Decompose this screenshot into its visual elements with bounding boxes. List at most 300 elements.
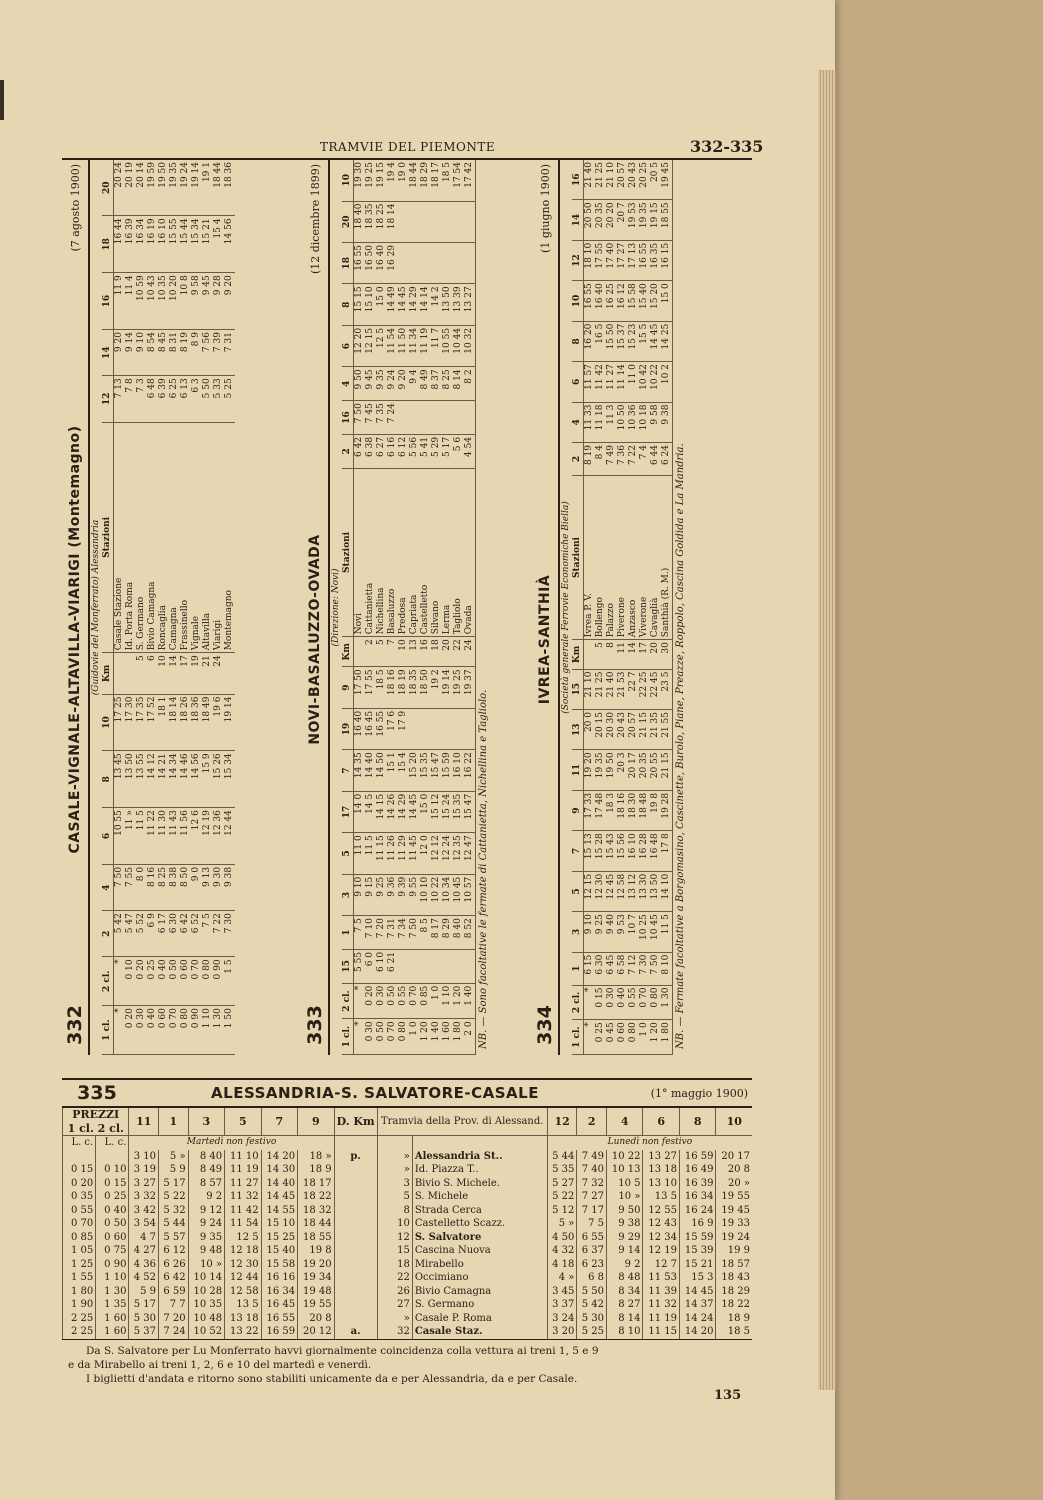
rotated-timetables [62, 160, 752, 1055]
time-cell: 10 5 [606, 1177, 643, 1191]
time-cell: 5 » [159, 1150, 189, 1164]
time-cell: 16 55 [261, 1312, 298, 1326]
price-cell: 1 05 [63, 1244, 96, 1258]
station-name: Novi [354, 468, 366, 637]
time-cell: 18 44 [409, 160, 420, 201]
time-cell: 8 34 [606, 1285, 643, 1299]
time-cell: 10 » [188, 1258, 225, 1272]
time-cell: 7 [387, 637, 398, 667]
time-cell: 8 5 [420, 916, 431, 950]
price-cell: 0 85 [63, 1231, 96, 1245]
time-cell: 12 35 [453, 833, 464, 874]
time-cell: 10 13 [606, 1163, 643, 1177]
timetable-row [114, 160, 126, 1055]
page-number: 135 [714, 1388, 742, 1403]
time-cell: 0 60 [158, 1006, 169, 1055]
time-cell: 15 21 [679, 1258, 716, 1272]
station-name: Casale Stazione [114, 422, 126, 653]
time-cell: 12 30 [595, 871, 606, 911]
time-cell: 18 35 [409, 667, 420, 708]
time-cell: 17 40 [606, 240, 617, 280]
time-cell: 1 10 [202, 1006, 213, 1055]
column-header: 3 [342, 874, 354, 915]
time-cell: 17 50 [354, 667, 366, 708]
time-cell: 9 10 [354, 874, 366, 915]
time-cell: 8 31 [169, 330, 180, 376]
section-date: (7 agosto 1900) [68, 164, 82, 252]
time-cell: 8 14 [606, 1312, 643, 1326]
time-cell: 4 32 [547, 1244, 577, 1258]
column-header: 4 [342, 367, 354, 401]
time-cell: * [114, 957, 126, 1006]
time-cell: 9 0 [191, 864, 202, 910]
time-cell: 5 33 [213, 376, 224, 422]
time-cell: 10 [398, 637, 409, 667]
time-cell: 12 30 [225, 1258, 262, 1272]
blank [334, 1136, 377, 1150]
time-cell: 9 2 [606, 1258, 643, 1272]
time-cell: 3 37 [547, 1298, 577, 1312]
column-header: 18 [102, 216, 114, 273]
time-cell: 16 45 [365, 708, 376, 749]
time-cell: 20 7 [617, 200, 628, 240]
price-cell: 0 35 [63, 1190, 96, 1204]
time-cell: 19 4 [387, 160, 398, 201]
time-cell: 13 12 [628, 871, 639, 911]
time-cell: * [354, 983, 366, 1019]
time-cell: 17 48 [595, 790, 606, 830]
dir-tag [334, 1204, 377, 1218]
section-number: 332 [64, 1005, 86, 1045]
time-cell: 9 38 [224, 864, 235, 910]
time-cell: 3 10 [129, 1150, 159, 1164]
column-header: 10 [102, 694, 114, 751]
timetable-row [376, 160, 387, 1055]
time-cell: 5 47 [125, 911, 136, 957]
operator-label: (Guidovie del Monferrato) Alessandria [91, 519, 101, 696]
column-header: 10 [342, 160, 354, 201]
time-cell: 19 35 [639, 200, 650, 240]
time-cell: 0 50 [169, 957, 180, 1006]
time-cell: 19 35 [595, 750, 606, 790]
time-cell: 9 25 [595, 912, 606, 952]
station-name: Piverone [617, 475, 628, 639]
time-cell: 20 [442, 637, 453, 667]
time-cell: 12 15 [584, 871, 596, 911]
time-cell: 18 26 [180, 694, 191, 751]
time-cell: 20 35 [639, 750, 650, 790]
station-name: Montemagno [224, 422, 235, 653]
time-cell: 14 40 [365, 750, 376, 791]
time-cell: 15 47 [464, 791, 475, 832]
time-cell: * [114, 1006, 126, 1055]
time-cell: 5 17 [442, 434, 453, 468]
time-cell: 7 3 [136, 376, 147, 422]
time-cell: 20 17 [628, 750, 639, 790]
time-cell: 12 15 [365, 325, 376, 366]
time-cell: 16 55 [584, 281, 596, 321]
time-cell: 11 [617, 640, 628, 669]
train-number: 6 [643, 1108, 680, 1136]
time-cell: 8 25 [158, 864, 169, 910]
time-cell: 11 22 [147, 808, 158, 865]
price-unit: L. c. [63, 1136, 96, 1150]
time-cell: 7 50 [650, 952, 661, 985]
time-cell: 17 8 [661, 831, 672, 871]
time-cell: 12 58 [617, 871, 628, 911]
timetable-row [224, 160, 235, 1055]
time-cell: 11 7 [431, 325, 442, 366]
time-cell: 0 25 [595, 1020, 606, 1055]
time-cell: 4 7 [129, 1231, 159, 1245]
time-cell: 7 55 [125, 864, 136, 910]
time-cell: 7 50 [354, 401, 366, 435]
column-header: 10 [572, 281, 584, 321]
time-cell: 9 55 [409, 874, 420, 915]
time-cell: 15 55 [169, 216, 180, 273]
time-cell [354, 637, 366, 667]
time-cell: 12 20 [354, 325, 366, 366]
time-cell: 1 80 [453, 1019, 464, 1055]
timetable-row [431, 160, 442, 1055]
time-cell [464, 708, 475, 749]
section-335-date: (1° maggio 1900) [650, 1086, 748, 1100]
time-cell: 12 19 [202, 808, 213, 865]
column-header: 2 [342, 434, 354, 468]
time-cell: 11 5 [136, 808, 147, 865]
time-cell: 5 56 [409, 434, 420, 468]
column-header: 5 [572, 871, 584, 911]
timetable-row [63, 1177, 753, 1191]
price-cell: 0 90 [96, 1258, 129, 1272]
time-cell: 19 0 [398, 160, 409, 201]
timetable-row [63, 1217, 753, 1231]
time-cell: 5 6 [453, 434, 464, 468]
timetable-row [63, 1190, 753, 1204]
time-cell [442, 242, 453, 283]
time-cell: 13 27 [643, 1150, 680, 1164]
time-cell [420, 949, 431, 983]
time-cell: 0 70 [409, 983, 420, 1019]
timetable-row [202, 160, 213, 1055]
column-header: 7 [342, 750, 354, 791]
time-cell: 2 0 [464, 1019, 475, 1055]
time-cell: 8 54 [147, 330, 158, 376]
station-name: Castelletto [420, 468, 431, 637]
time-cell: 19 25 [453, 667, 464, 708]
km-cell: 8 [377, 1204, 412, 1218]
time-cell [442, 949, 453, 983]
column-header: 8 [572, 321, 584, 361]
time-cell: 16 24 [679, 1204, 716, 1218]
time-cell: 9 40 [606, 912, 617, 952]
time-cell: 15 23 [628, 321, 639, 361]
train-number: 5 [225, 1108, 262, 1136]
unit-row [63, 1136, 753, 1150]
time-cell: 10 28 [188, 1285, 225, 1299]
section-header [302, 160, 330, 1055]
station-name: Id. Porta Roma [125, 422, 136, 653]
station-name: Capriata [409, 468, 420, 637]
time-cell: 10 18 [639, 402, 650, 442]
time-cell: 6 39 [158, 376, 169, 422]
time-cell: 20 15 [595, 710, 606, 750]
time-cell: 17 13 [628, 240, 639, 280]
time-cell: 11 27 [606, 362, 617, 402]
time-cell: 11 45 [409, 833, 420, 874]
time-cell: * [584, 1020, 596, 1055]
time-cell: 5 55 [354, 949, 366, 983]
time-cell: 12 12 [431, 833, 442, 874]
time-cell: 19 8 [650, 790, 661, 830]
column-header: Km [572, 640, 584, 669]
time-cell: 19 20 [584, 750, 596, 790]
station-name: Vignale [191, 422, 202, 653]
time-cell: 5 9 [159, 1163, 189, 1177]
time-cell: 16 19 [147, 216, 158, 273]
time-cell: 9 58 [191, 273, 202, 330]
time-cell: 14 2 [431, 284, 442, 325]
time-cell: 7 24 [387, 401, 398, 435]
time-cell [420, 708, 431, 749]
time-cell: 6 42 [159, 1271, 189, 1285]
time-cell: * [584, 985, 596, 1020]
time-cell: 5 25 [224, 376, 235, 422]
time-cell: 15 35 [420, 750, 431, 791]
time-cell: 24 [464, 637, 475, 667]
time-cell: 18 19 [398, 667, 409, 708]
timetable [102, 160, 235, 1055]
time-cell: 9 39 [398, 874, 409, 915]
time-cell: 11 4 [125, 273, 136, 330]
station-name: Alessandria St.. [412, 1150, 547, 1164]
time-cell: 12 5 [225, 1231, 262, 1245]
time-cell: 10 [158, 653, 169, 694]
time-cell: 11 27 [225, 1177, 262, 1191]
time-cell: 7 20 [376, 916, 387, 950]
time-cell: 16 39 [125, 216, 136, 273]
time-cell [431, 401, 442, 435]
dir-tag [334, 1190, 377, 1204]
time-cell: 8 49 [420, 367, 431, 401]
time-cell: 11 43 [169, 808, 180, 865]
time-cell: 15 59 [679, 1231, 716, 1245]
time-cell [409, 949, 420, 983]
timetable-row [365, 160, 376, 1055]
time-cell: 19 8 [298, 1244, 335, 1258]
timetable-row [442, 160, 453, 1055]
time-cell: * [354, 1019, 366, 1055]
time-cell [398, 201, 409, 242]
time-cell: 20 3 [617, 750, 628, 790]
time-cell: 15 56 [617, 831, 628, 871]
time-cell: 18 5 [716, 1325, 752, 1339]
time-cell: 1 50 [224, 1006, 235, 1055]
time-cell: 14 45 [679, 1285, 716, 1299]
column-header: 20 [102, 160, 114, 216]
time-cell: 12 6 [191, 808, 202, 865]
time-cell: 7 27 [577, 1190, 607, 1204]
time-cell: 8 38 [169, 864, 180, 910]
time-cell: 10 55 [114, 808, 126, 865]
side-note: Martedì non festivo [129, 1136, 334, 1150]
time-cell: 6 9 [147, 911, 158, 957]
station-name: S. Michele [412, 1190, 547, 1204]
time-cell: 16 5 [595, 321, 606, 361]
time-cell: 19 2 [431, 667, 442, 708]
time-cell: 16 39 [679, 1177, 716, 1191]
dir-tag [334, 1312, 377, 1326]
time-cell: 9 20 [398, 367, 409, 401]
section-335-header [62, 1078, 752, 1108]
time-cell: 14 10 [661, 871, 672, 911]
dir-tag [334, 1217, 377, 1231]
time-cell: 16 20 [584, 321, 596, 361]
time-cell: 15 0 [376, 284, 387, 325]
price-unit: L. c. [96, 1136, 129, 1150]
time-cell: 16 49 [679, 1163, 716, 1177]
time-cell: 3 45 [547, 1285, 577, 1299]
time-cell: 9 53 [617, 912, 628, 952]
price-class-1: 1 cl. [67, 1121, 94, 1135]
time-cell: 5 37 [129, 1325, 159, 1339]
time-cell: 14 50 [376, 750, 387, 791]
time-cell: 15 20 [650, 281, 661, 321]
time-cell: 7 31 [224, 330, 235, 376]
dir-tag [334, 1271, 377, 1285]
time-cell: 8 10 [606, 1325, 643, 1339]
time-cell: 10 57 [464, 874, 475, 915]
time-cell: 10 42 [639, 362, 650, 402]
timetable-row [136, 160, 147, 1055]
time-cell: 14 37 [679, 1298, 716, 1312]
time-cell: 11 » [125, 808, 136, 865]
time-cell: 14 20 [679, 1325, 716, 1339]
time-cell: 6 58 [617, 952, 628, 985]
time-cell: 18 43 [716, 1271, 752, 1285]
time-cell: 15 4 [213, 216, 224, 273]
train-number: 4 [606, 1108, 643, 1136]
time-cell: 0 80 [628, 1020, 639, 1055]
time-cell: 7 5 [577, 1217, 607, 1231]
time-cell: 16 10 [158, 216, 169, 273]
column-header: 11 [572, 750, 584, 790]
side-note: Lunedì non festivo [547, 1136, 752, 1150]
time-cell: 15 24 [442, 791, 453, 832]
dir-tag [334, 1163, 377, 1177]
time-cell: 4 50 [547, 1231, 577, 1245]
time-cell: 20 35 [595, 200, 606, 240]
dir-tag [334, 1258, 377, 1272]
time-cell: 6 15 [584, 952, 596, 985]
train-number: 11 [129, 1108, 159, 1136]
time-cell: 8 25 [442, 367, 453, 401]
time-cell: 5 32 [159, 1204, 189, 1218]
time-cell: 1 10 [442, 983, 453, 1019]
time-cell: 9 36 [387, 874, 398, 915]
time-cell: 15 13 [584, 831, 596, 871]
time-cell [409, 242, 420, 283]
time-cell: 14 45 [650, 321, 661, 361]
time-cell: 12 47 [464, 833, 475, 874]
station-name: Altavilla [202, 422, 213, 653]
time-cell: 12 0 [420, 833, 431, 874]
time-cell: 6 16 [387, 434, 398, 468]
time-cell: 6 45 [606, 952, 617, 985]
station-name: Castelletto Scazz. [412, 1217, 547, 1231]
train-number: 7 [261, 1108, 298, 1136]
time-cell: 16 28 [639, 831, 650, 871]
time-cell: 11 3 [606, 402, 617, 442]
time-cell: 21 25 [595, 160, 606, 200]
time-cell [431, 242, 442, 283]
time-cell: 17 9 [398, 708, 409, 749]
time-cell: 18 55 [661, 200, 672, 240]
time-cell: 16 10 [628, 831, 639, 871]
time-cell: 20 43 [628, 160, 639, 200]
timetable-row [158, 160, 169, 1055]
time-cell: 20 14 [136, 160, 147, 216]
time-cell: 18 17 [298, 1177, 335, 1191]
time-cell: 15 58 [261, 1258, 298, 1272]
time-cell: 5 [136, 653, 147, 694]
column-header: 16 [572, 160, 584, 200]
time-cell: 15 0 [661, 281, 672, 321]
time-cell: 5 22 [159, 1190, 189, 1204]
time-cell: 16 25 [606, 281, 617, 321]
time-cell: 20 » [716, 1177, 752, 1191]
time-cell: 9 4 [409, 367, 420, 401]
timetable-row [606, 160, 617, 1055]
time-cell: 9 38 [606, 1217, 643, 1231]
station-name: Roncaglia [158, 422, 169, 653]
km-cell: 15 [377, 1244, 412, 1258]
time-cell: 4 » [547, 1271, 577, 1285]
time-cell: 0 70 [387, 1019, 398, 1055]
time-cell: 20 12 [298, 1325, 335, 1339]
timetable-header-row [342, 160, 354, 1055]
time-cell: 11 29 [398, 833, 409, 874]
time-cell: 4 52 [129, 1271, 159, 1285]
column-header: 18 [342, 242, 354, 283]
time-cell: 7 12 [628, 952, 639, 985]
time-cell: 1 30 [213, 1006, 224, 1055]
time-cell: 8 14 [453, 367, 464, 401]
time-cell: 8 40 [453, 916, 464, 950]
column-header: 1 cl. [102, 1006, 114, 1055]
column-header: Stazioni [102, 422, 114, 653]
time-cell: 17 [639, 640, 650, 669]
time-cell: 21 [202, 653, 213, 694]
station-name: Tagliolo [453, 468, 464, 637]
time-cell: 6 21 [387, 949, 398, 983]
time-cell: 18 5 [376, 667, 387, 708]
column-header: 5 [342, 833, 354, 874]
station-name: Viarigi [213, 422, 224, 653]
column-header: 4 [572, 402, 584, 442]
time-cell: 1 40 [464, 983, 475, 1019]
time-cell: 18 29 [420, 160, 431, 201]
column-header: 16 [342, 401, 354, 435]
time-cell: 21 10 [606, 160, 617, 200]
price-cell: 1 30 [96, 1285, 129, 1299]
time-cell: 3 19 [129, 1163, 159, 1177]
time-cell: 14 0 [354, 791, 366, 832]
time-cell: 15 50 [606, 321, 617, 361]
time-cell: 15 21 [202, 216, 213, 273]
time-cell: 9 15 [365, 874, 376, 915]
time-cell: 6 12 [398, 434, 409, 468]
